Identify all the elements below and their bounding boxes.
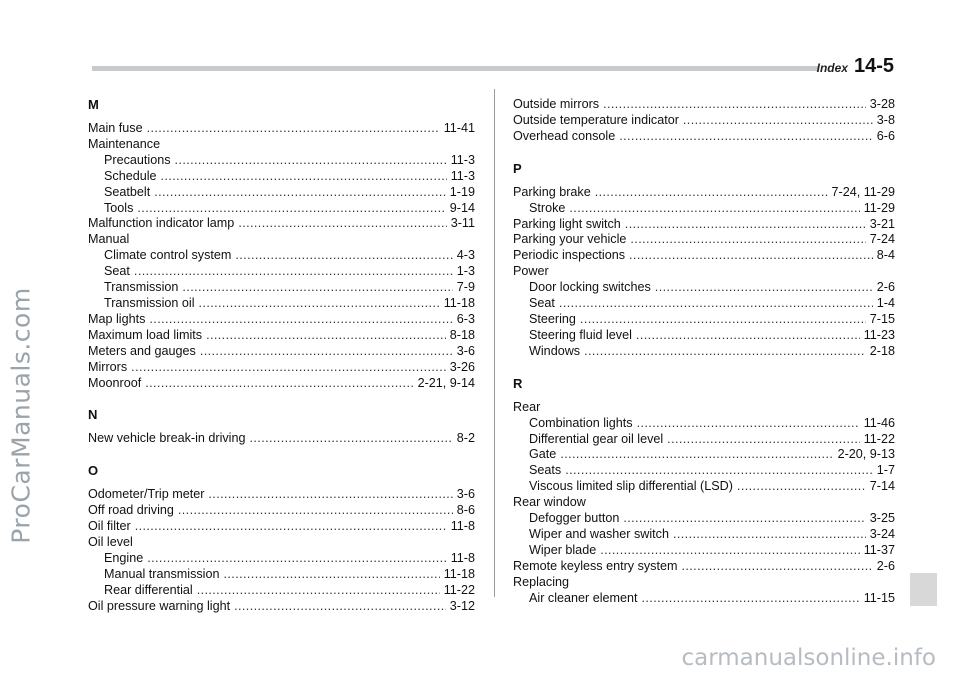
index-entry bbox=[88, 599, 475, 615]
dot-leader bbox=[603, 97, 866, 113]
dot-leader bbox=[161, 169, 447, 185]
dot-leader bbox=[147, 551, 447, 567]
index-entry bbox=[513, 296, 895, 312]
entry-term: Seat bbox=[529, 296, 555, 311]
entry-page-ref: 3-28 bbox=[869, 97, 895, 111]
page-header bbox=[817, 55, 894, 78]
dot-leader bbox=[559, 296, 873, 312]
entry-term: Oil pressure warning light bbox=[88, 598, 231, 613]
entry-term: Periodic inspections bbox=[513, 248, 626, 263]
entry-term: Seat bbox=[104, 264, 130, 279]
index-entry bbox=[88, 216, 475, 232]
entry-page-ref: 11-8 bbox=[450, 519, 475, 534]
index-entry bbox=[513, 479, 895, 495]
dot-leader bbox=[667, 432, 860, 448]
entry-page-ref: 8-4 bbox=[876, 248, 895, 263]
entry-page-ref: 7-15 bbox=[869, 311, 895, 326]
index-entry bbox=[88, 153, 475, 169]
entry-page-ref: 8-2 bbox=[456, 431, 475, 446]
entry-page-ref: 11-46 bbox=[863, 415, 895, 430]
entry-page-ref: 3-12 bbox=[449, 598, 475, 613]
dot-leader bbox=[206, 328, 446, 344]
entry-page-ref: 7-14 bbox=[869, 479, 895, 494]
entry-term: Rear differential bbox=[104, 582, 193, 597]
index-entry bbox=[88, 264, 475, 280]
entry-term: Manual bbox=[88, 232, 130, 247]
index-entry bbox=[513, 201, 895, 217]
entry-term: Wiper and washer switch bbox=[529, 526, 669, 541]
entry-term: Steering bbox=[529, 311, 576, 326]
dot-leader bbox=[147, 121, 440, 137]
entry-term: Malfunction indicator lamp bbox=[88, 216, 235, 231]
entry-page-ref: 2-18 bbox=[869, 343, 895, 358]
entry-term: Outside temperature indicator bbox=[513, 112, 679, 127]
index-entry bbox=[88, 431, 475, 447]
index-entry bbox=[513, 113, 895, 129]
column-divider bbox=[494, 89, 495, 597]
dot-leader bbox=[197, 583, 440, 599]
entry-page-ref: 1-19 bbox=[449, 184, 475, 199]
dot-leader bbox=[238, 216, 446, 232]
dot-leader bbox=[737, 479, 866, 495]
entry-term: Maintenance bbox=[88, 136, 161, 151]
section-letter: M bbox=[88, 97, 99, 112]
dot-leader bbox=[145, 376, 413, 392]
entry-page-ref: 2-6 bbox=[876, 280, 895, 295]
entry-page-ref: 11-22 bbox=[863, 431, 895, 446]
index-section bbox=[513, 376, 895, 607]
entry-term: Overhead console bbox=[513, 128, 616, 143]
entry-page-ref: 3-11 bbox=[450, 216, 475, 231]
dot-leader bbox=[580, 312, 866, 328]
entry-term: Tools bbox=[104, 200, 134, 215]
entry-term: Combination lights bbox=[529, 415, 633, 430]
dot-leader bbox=[178, 503, 453, 519]
entry-term: Oil level bbox=[88, 535, 133, 550]
index-section bbox=[88, 97, 475, 391]
entry-page-ref: 11-29 bbox=[863, 200, 895, 215]
index-entry bbox=[513, 344, 895, 360]
index-entry bbox=[513, 543, 895, 559]
entry-page-ref: 1-4 bbox=[876, 296, 895, 311]
entry-page-ref: 11-8 bbox=[450, 550, 475, 565]
entry-term: Power bbox=[513, 264, 549, 279]
dot-leader bbox=[619, 129, 873, 145]
entry-page-ref: 2-6 bbox=[876, 558, 895, 573]
entry-term: Transmission bbox=[104, 280, 179, 295]
entry-term: Seatbelt bbox=[104, 184, 151, 199]
entry-page-ref: 3-21 bbox=[869, 216, 895, 231]
dot-leader bbox=[681, 559, 872, 575]
dot-leader bbox=[199, 296, 440, 312]
dot-leader bbox=[625, 217, 866, 233]
entry-page-ref: 6-6 bbox=[876, 128, 895, 143]
index-entry bbox=[513, 97, 895, 113]
entry-term: Transmission oil bbox=[104, 295, 195, 310]
index-entry bbox=[88, 519, 475, 535]
dot-leader bbox=[137, 201, 445, 217]
entry-term: Main fuse bbox=[88, 121, 143, 135]
index-entry bbox=[88, 535, 475, 551]
section-letter: O bbox=[88, 463, 99, 479]
entry-page-ref: 8-6 bbox=[456, 503, 475, 518]
dot-leader bbox=[629, 248, 873, 264]
entry-page-ref: 11-23 bbox=[863, 327, 895, 342]
index-entry bbox=[513, 463, 895, 479]
entry-term: Oil filter bbox=[88, 519, 131, 534]
entry-term: Rear window bbox=[513, 495, 586, 510]
dot-leader bbox=[637, 416, 860, 432]
entry-page-ref: 11-18 bbox=[443, 295, 475, 310]
entry-term: Mirrors bbox=[88, 359, 128, 374]
entry-term: Map lights bbox=[88, 311, 146, 326]
dot-leader bbox=[560, 447, 833, 463]
index-entry bbox=[88, 296, 475, 312]
dot-leader bbox=[235, 248, 452, 264]
section-title: Index bbox=[816, 61, 848, 75]
entry-term: Rear bbox=[513, 399, 541, 414]
index-entry bbox=[88, 121, 475, 137]
index-entry bbox=[88, 248, 475, 264]
dot-leader bbox=[182, 280, 452, 296]
index-section bbox=[513, 161, 895, 360]
entry-term: Remote keyless entry system bbox=[513, 558, 678, 573]
bottom-watermark: carmanualsonline.info bbox=[681, 645, 936, 671]
header-rule bbox=[92, 66, 818, 71]
entry-page-ref: 3-26 bbox=[449, 359, 475, 374]
entry-page-ref: 11-15 bbox=[863, 590, 895, 605]
entry-page-ref: 3-6 bbox=[456, 343, 475, 358]
entry-page-ref: 1-3 bbox=[456, 264, 475, 279]
index-entry bbox=[513, 495, 895, 511]
index-entry bbox=[88, 280, 475, 296]
index-entry bbox=[513, 312, 895, 328]
dot-leader bbox=[131, 360, 446, 376]
entry-term: Climate control system bbox=[104, 248, 232, 263]
index-entry bbox=[513, 185, 895, 201]
dot-leader bbox=[250, 431, 453, 447]
entry-page-ref: 7-24, 11-29 bbox=[831, 184, 895, 199]
dot-leader bbox=[673, 527, 866, 543]
entry-page-ref: 11-41 bbox=[443, 121, 475, 135]
entry-term: Manual transmission bbox=[104, 566, 220, 581]
entry-term: Off road driving bbox=[88, 503, 174, 518]
entry-term: Replacing bbox=[513, 574, 570, 589]
index-entry bbox=[513, 217, 895, 233]
entry-term: Maximum load limits bbox=[88, 327, 203, 342]
dot-leader bbox=[600, 543, 860, 559]
index-entry bbox=[513, 416, 895, 432]
index-entry bbox=[513, 559, 895, 575]
section-letter: P bbox=[513, 160, 522, 176]
index-entry bbox=[513, 511, 895, 527]
dot-leader bbox=[200, 344, 453, 360]
index-entry bbox=[88, 328, 475, 344]
entry-term: Engine bbox=[104, 550, 144, 565]
index-entry bbox=[88, 376, 475, 392]
section-letter: N bbox=[88, 407, 98, 423]
entry-page-ref: 3-6 bbox=[456, 487, 475, 502]
index-entry bbox=[88, 360, 475, 376]
entry-page-ref: 2-21, 9-14 bbox=[417, 375, 475, 390]
dot-leader bbox=[175, 153, 447, 169]
index-entry bbox=[88, 583, 475, 599]
entry-page-ref: 3-24 bbox=[869, 526, 895, 541]
index-entry bbox=[513, 575, 895, 591]
entry-page-ref: 1-7 bbox=[876, 463, 895, 478]
entry-term: Windows bbox=[529, 343, 581, 358]
dot-leader bbox=[149, 312, 452, 328]
side-watermark-text: ProCarManuals.com bbox=[6, 286, 36, 544]
index-entry bbox=[88, 567, 475, 583]
entry-page-ref: 6-3 bbox=[456, 311, 475, 326]
dot-leader bbox=[636, 328, 860, 344]
dot-leader bbox=[135, 519, 447, 535]
dot-leader bbox=[224, 567, 440, 583]
page-number: 14-5 bbox=[853, 55, 894, 77]
dot-leader bbox=[565, 463, 873, 479]
entry-term: Differential gear oil level bbox=[529, 431, 664, 446]
entry-term: Wiper blade bbox=[529, 542, 597, 557]
entry-term: Air cleaner element bbox=[529, 590, 638, 605]
entry-page-ref: 3-25 bbox=[869, 511, 895, 526]
entry-page-ref: 7-9 bbox=[456, 280, 475, 295]
index-column-left bbox=[88, 97, 475, 615]
index-entry bbox=[513, 591, 895, 607]
entry-term: Gate bbox=[529, 447, 557, 462]
entry-page-ref: 11-3 bbox=[450, 152, 475, 167]
index-section bbox=[88, 463, 475, 614]
dot-leader bbox=[630, 232, 865, 248]
index-entry bbox=[88, 312, 475, 328]
index-entry bbox=[88, 185, 475, 201]
entry-term: Stroke bbox=[529, 200, 566, 215]
dot-leader bbox=[569, 201, 859, 217]
index-entry bbox=[513, 432, 895, 448]
entry-term: Outside mirrors bbox=[513, 97, 600, 111]
entry-page-ref: 11-37 bbox=[863, 542, 895, 557]
index-entry bbox=[88, 344, 475, 360]
dot-leader bbox=[234, 599, 446, 615]
dot-leader bbox=[683, 113, 873, 129]
entry-page-ref: 2-20, 9-13 bbox=[837, 447, 895, 462]
entry-page-ref: 7-24 bbox=[869, 232, 895, 247]
entry-page-ref: 9-14 bbox=[449, 200, 475, 215]
entry-page-ref: 3-8 bbox=[876, 112, 895, 127]
index-entry bbox=[88, 503, 475, 519]
entry-term: Meters and gauges bbox=[88, 343, 196, 358]
side-watermark bbox=[2, 240, 40, 590]
section-letter: R bbox=[513, 375, 523, 391]
entry-term: Odometer/Trip meter bbox=[88, 487, 205, 502]
index-entry bbox=[513, 527, 895, 543]
index-entry bbox=[513, 232, 895, 248]
index-entry bbox=[513, 248, 895, 264]
index-entry bbox=[513, 400, 895, 416]
index-entry bbox=[513, 264, 895, 280]
entry-page-ref: 8-18 bbox=[449, 327, 475, 342]
entry-term: New vehicle break-in driving bbox=[88, 431, 246, 446]
entry-term: Parking light switch bbox=[513, 216, 621, 231]
entry-page-ref: 4-3 bbox=[456, 248, 475, 263]
dot-leader bbox=[623, 511, 865, 527]
entry-term: Door locking switches bbox=[529, 280, 651, 295]
index-column-right bbox=[513, 97, 895, 606]
index-entry bbox=[513, 447, 895, 463]
entry-term: Schedule bbox=[104, 168, 157, 183]
entry-term: Parking brake bbox=[513, 184, 591, 199]
index-entry bbox=[88, 551, 475, 567]
entry-page-ref: 11-3 bbox=[450, 168, 475, 183]
entry-term: Steering fluid level bbox=[529, 327, 632, 342]
index-entry bbox=[88, 487, 475, 503]
dot-leader bbox=[208, 487, 452, 503]
dot-leader bbox=[595, 185, 828, 201]
index-section bbox=[513, 97, 895, 145]
dot-leader bbox=[642, 591, 860, 607]
index-entry bbox=[513, 129, 895, 145]
entry-term: Moonroof bbox=[88, 375, 142, 390]
dot-leader bbox=[584, 344, 866, 360]
section-tab-marker bbox=[910, 573, 937, 606]
dot-leader bbox=[655, 280, 873, 296]
entry-term: Defogger button bbox=[529, 511, 620, 526]
entry-term: Parking your vehicle bbox=[513, 232, 627, 247]
entry-term: Seats bbox=[529, 463, 562, 478]
index-entry bbox=[88, 137, 475, 153]
dot-leader bbox=[154, 185, 446, 201]
index-entry bbox=[88, 169, 475, 185]
index-entry bbox=[88, 232, 475, 248]
entry-page-ref: 11-18 bbox=[443, 566, 475, 581]
entry-term: Viscous limited slip differential (LSD) bbox=[529, 479, 733, 494]
index-entry bbox=[88, 201, 475, 217]
index-section bbox=[88, 407, 475, 447]
dot-leader bbox=[134, 264, 453, 280]
entry-term: Precautions bbox=[104, 152, 171, 167]
index-entry bbox=[513, 280, 895, 296]
index-entry bbox=[513, 328, 895, 344]
entry-page-ref: 11-22 bbox=[443, 582, 475, 597]
